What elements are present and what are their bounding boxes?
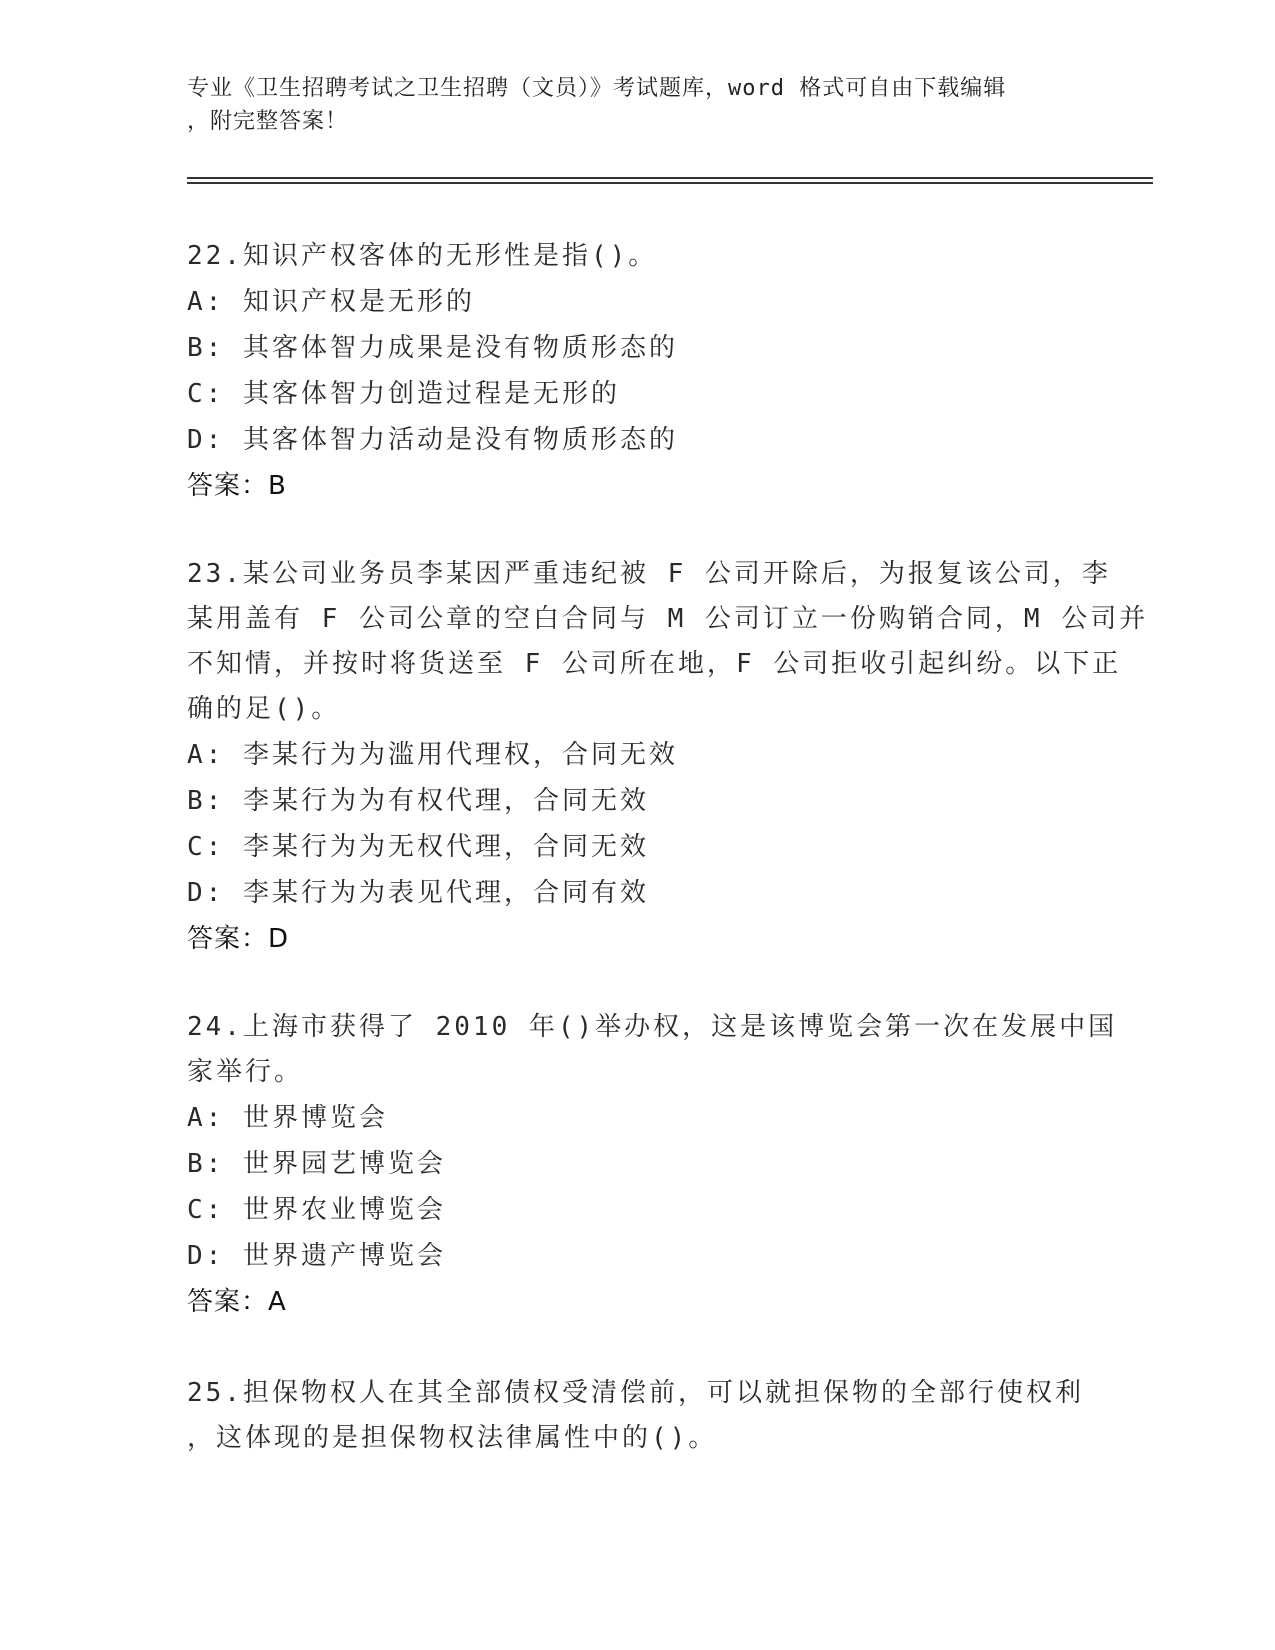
question-stem: 不知情，并按时将货送至 F 公司所在地，F 公司拒收引起纠纷。以下正 (187, 649, 1122, 679)
question-stem: 某用盖有 F 公司公章的空白合同与 M 公司订立一份购销合同，M 公司并 (187, 604, 1149, 634)
question-stem: 家举行。 (187, 1057, 304, 1087)
answer-label: 答案：B (187, 471, 287, 501)
header-divider-top (187, 177, 1153, 179)
option-c: C: 李某行为为无权代理，合同无效 (187, 832, 649, 862)
question-23 (187, 552, 1149, 962)
question-stem: 22.知识产权客体的无形性是指()。 (187, 241, 658, 271)
answer-label: 答案：D (187, 924, 290, 954)
option-c: C: 其客体智力创造过程是无形的 (187, 379, 620, 409)
question-stem: 25.担保物权人在其全部债权受清偿前，可以就担保物的全部行使权利 (187, 1378, 1084, 1408)
question-22 (187, 234, 1087, 509)
question-stem: ，这体现的是担保物权法律属性中的()。 (187, 1423, 718, 1453)
question-24 (187, 1005, 1118, 1325)
option-c: C: 世界农业博览会 (187, 1195, 446, 1225)
document-header (187, 72, 1087, 138)
option-d: D: 其客体智力活动是没有物质形态的 (187, 425, 678, 455)
header-divider-bottom (187, 182, 1153, 184)
question-stem: 确的足()。 (187, 694, 341, 724)
option-a: A: 世界博览会 (187, 1103, 388, 1133)
option-a: A: 知识产权是无形的 (187, 287, 475, 317)
question-stem: 23.某公司业务员李某因严重违纪被 F 公司开除后，为报复该公司，李 (187, 559, 1111, 589)
option-b: B: 其客体智力成果是没有物质形态的 (187, 333, 678, 363)
header-line-1: 专业《卫生招聘考试之卫生招聘（文员）》考试题库，word 格式可自由下载编辑 (187, 76, 1007, 101)
option-d: D: 李某行为为表见代理，合同有效 (187, 878, 649, 908)
header-line-2: ，附完整答案！ (187, 109, 349, 134)
answer-label: 答案：A (187, 1287, 287, 1317)
option-d: D: 世界遗产博览会 (187, 1241, 446, 1271)
option-b: B: 李某行为为有权代理，合同无效 (187, 786, 649, 816)
question-25 (187, 1371, 1087, 1461)
option-b: B: 世界园艺博览会 (187, 1149, 446, 1179)
option-a: A: 李某行为为滥用代理权，合同无效 (187, 740, 678, 770)
question-stem: 24.上海市获得了 2010 年()举办权，这是该博览会第一次在发展中国 (187, 1012, 1118, 1042)
